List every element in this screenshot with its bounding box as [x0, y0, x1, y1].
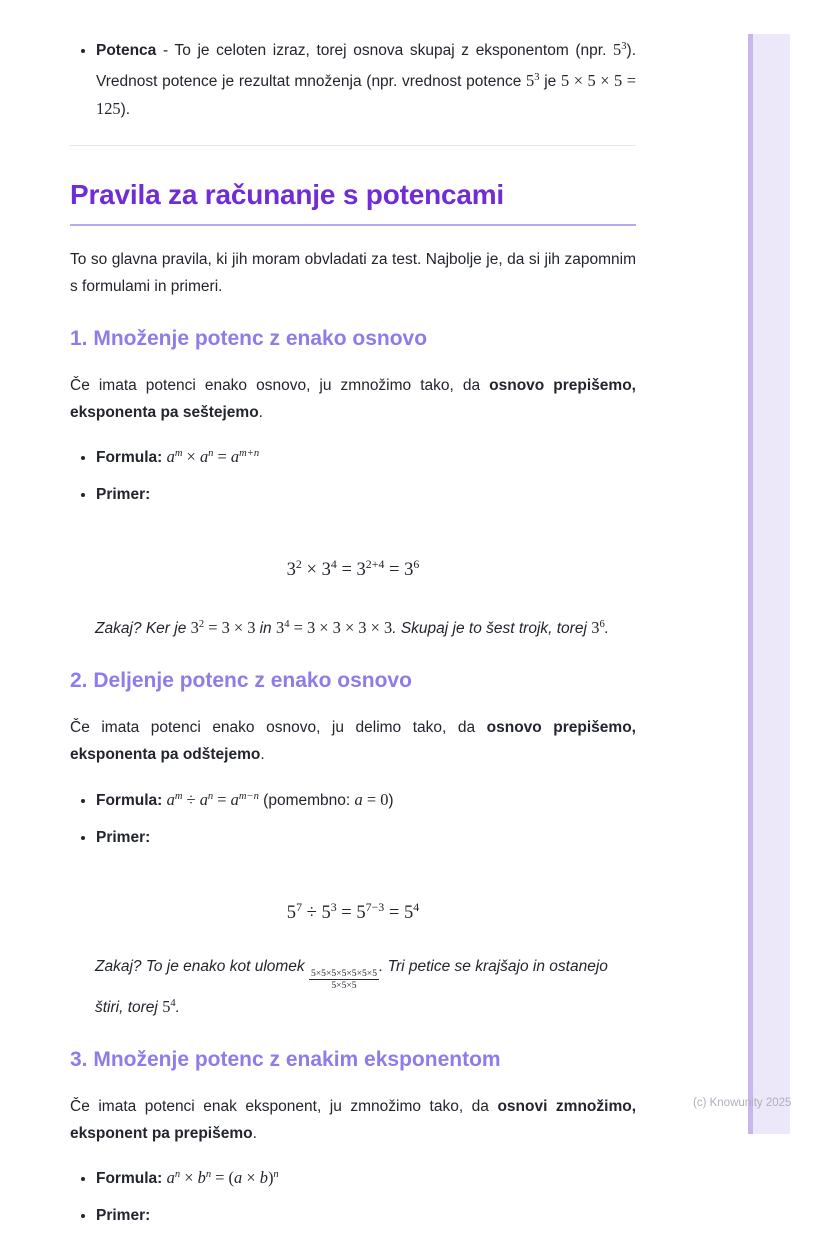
- formula-text: Formula: $a^m \times a^n = a^{m+n}$: [96, 447, 260, 467]
- definition-text: Potenca - To je celoten izraz, torej osnova skupaj z eksponentom (npr. $5^3$). Vrednost potence je rezultat množenja (npr. vrednost potence $5^3$ je 5 × 5 × 5 = 125).: [96, 40, 637, 119]
- section-multiplication-same-base: [70, 326, 636, 642]
- section-1-paragraph: Če imata potenci enako osnovo, ju zmnožimo tako, da osnovo prepišemo, eksponenta pa seštejemo.: [70, 377, 636, 422]
- section-2-heading: 2. Deljenje potenc z enako osnovo: [70, 669, 412, 693]
- section-division-same-base: [70, 668, 636, 1021]
- primer-label: Primer:: [96, 828, 151, 846]
- section-multiplication-same-exponent: [70, 1047, 636, 1229]
- page-edge-strip: [748, 34, 790, 1134]
- equation-1: $3^2 \times 3^4 = 3^{2+4} = 3^6$: [286, 557, 420, 581]
- equation-2: $5^7 \div 5^3 = 5^{7-3} = 5^4$: [286, 899, 420, 923]
- scrollbar-thumb[interactable]: [748, 34, 753, 1134]
- section-1-list: [70, 440, 636, 508]
- formula-text: Formula: $a^n \times b^n = (a \times b)^n$: [96, 1168, 279, 1188]
- primer-label: Primer:: [96, 486, 151, 504]
- explanation-2: Zakaj? To je enako kot ulomek $\frac{5\times 5\times 5\times 5\times 5\times 5\times 5}{5\times 5\times 5}$ . Tri petice se krajšajo in ostanejo štiri, torej $5^4$.: [95, 958, 608, 1016]
- primer-label: Primer:: [96, 1207, 151, 1225]
- copyright-notice: (c) Knowunity 2025: [693, 1097, 792, 1109]
- page-title: Pravila za računanje s potencami: [70, 179, 505, 211]
- list-item: [96, 824, 636, 851]
- list-item: [96, 782, 636, 813]
- section-1-heading: 1. Množenje potenc z enako osnovo: [70, 327, 428, 351]
- section-divider: [70, 145, 636, 146]
- fraction: $\frac{5\times 5\times 5\times 5\times 5\times 5\times 5}{5\times 5\times 5}$: [310, 967, 378, 991]
- intro-paragraph: To so glavna pravila, ki jih moram obvladati za test. Najbolje je, da si jih zapomnim s formulami in primeri.: [70, 251, 636, 296]
- list-item: [96, 440, 636, 471]
- definition-list: [70, 33, 636, 123]
- formula-text: Formula: $a^m \div a^n = a^{m-n}$ (pomembno: a = 0): [96, 789, 394, 809]
- section-3-list: [70, 1161, 636, 1229]
- section-2-list: [70, 782, 636, 850]
- list-item: [96, 481, 636, 508]
- document-page: [70, 0, 636, 1239]
- section-3-heading: 3. Množenje potenc z enakim eksponentom: [70, 1048, 501, 1071]
- section-3-paragraph: Če imata potenci enak eksponent, ju zmnožimo tako, da osnovi zmnožimo, eksponent pa prepišemo.: [70, 1098, 636, 1142]
- explanation-1: Zakaj? Ker je $3^2 = 3 \times 3$ in $3^4 = 3 \times 3 \times 3 \times 3$. Skupaj je to šest trojk, torej $3^6$.: [95, 618, 610, 638]
- list-item: [96, 33, 636, 123]
- list-item: [96, 1161, 636, 1192]
- title-underline: [70, 224, 636, 226]
- section-2-paragraph: Če imata potenci enako osnovo, ju delimo tako, da osnovo prepišemo, eksponenta pa odštejemo.: [70, 719, 636, 764]
- list-item: [96, 1202, 636, 1229]
